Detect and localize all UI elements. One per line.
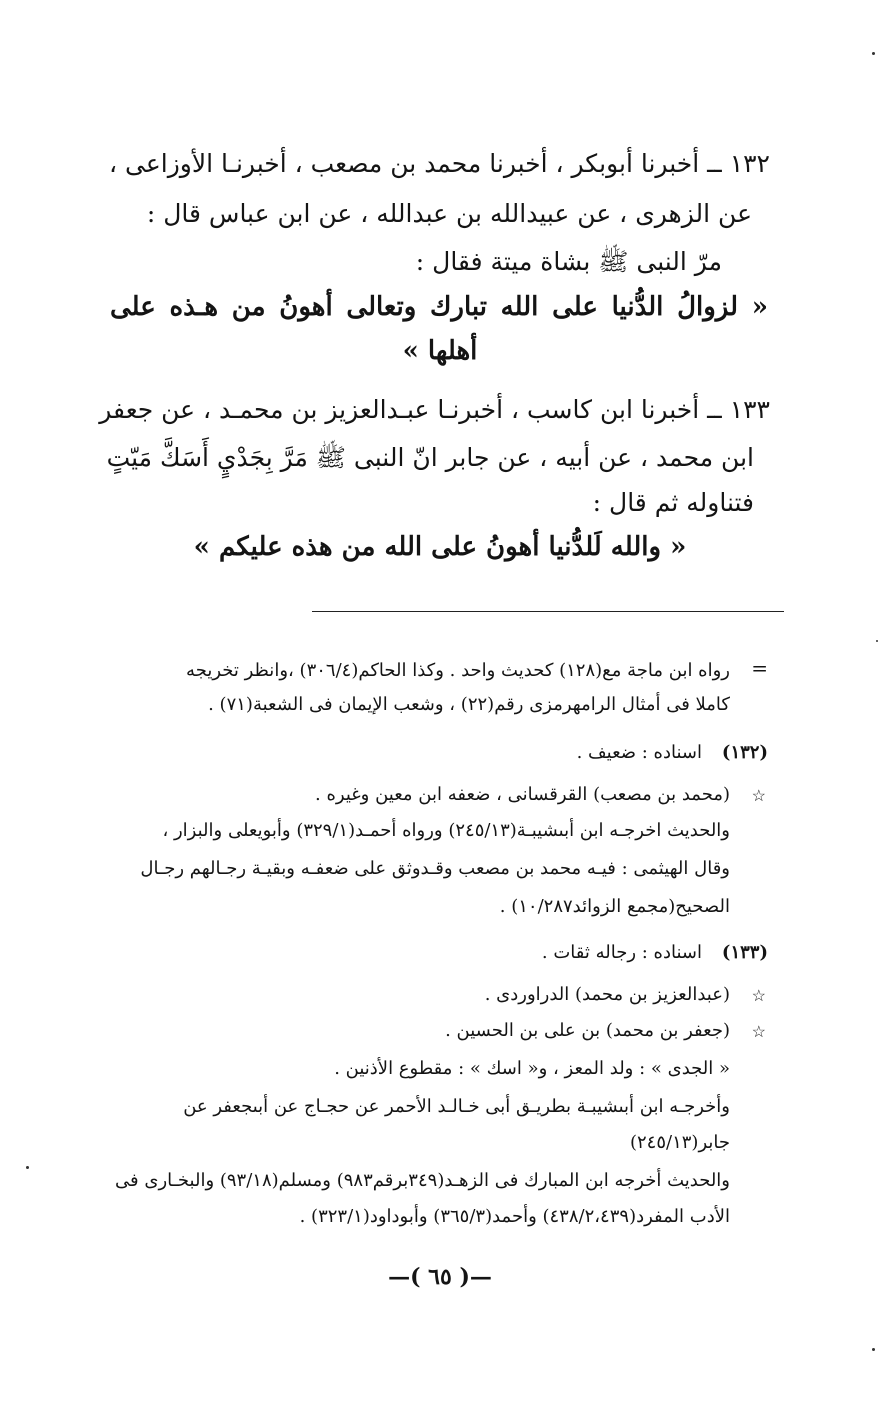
continuation-marker: =	[751, 656, 768, 680]
hadith-132-quote-line-2: أهلها »	[402, 336, 478, 366]
footnote-133-line-3: والحديث أخرجه ابن المبارك فى الزهـد(٣٤٩برقم٩٨٣) ومسلم(٩٣/١٨) والبخـارى فى	[115, 1170, 730, 1191]
footnote-133-gloss: « الجدى » : ولد المعز ، و« اسك » : مقطوع الأذنين .	[334, 1058, 730, 1079]
footnote-continuation-line-2: كاملا فى أمثال الرامهرمزى رقم(٢٢) ، وشعب الإيمان فى الشعبة(٧١) .	[208, 694, 730, 715]
footnote-133-line-1: وأخرجـه ابن أبىشيبـة بطريـق أبى خـالـد الأحمر عن حجـاج عن أبىجعفر عن	[183, 1096, 730, 1117]
star-icon: ☆	[751, 1022, 766, 1041]
footnote-133-line-2: جابر(٢٤٥/١٣)	[629, 1132, 730, 1153]
hadith-133-quote: « والله لَلدُّنيا أهونُ على الله من هذه عليكم »	[193, 532, 687, 562]
hadith-132-line-2: عن الزهرى ، عن عبيدالله بن عبدالله ، عن ابن عباس قال :	[146, 199, 752, 228]
footnote-133-label: (١٣٣)	[721, 942, 768, 963]
footnote-133-line-4: الأدب المفرد(٤٣٨/٢،٤٣٩) وأحمد(٣٦٥/٣) وأبوداود(٣٢٣/١) .	[299, 1206, 730, 1227]
footnote-132-narrator: (محمد بن مصعب) القرقسانى ، ضعفه ابن معين وغيره .	[315, 784, 730, 805]
footnote-133-narrator-2: (جعفر بن محمد) بن على بن الحسين .	[445, 1020, 730, 1041]
scan-speck	[26, 1166, 29, 1169]
star-icon: ☆	[751, 986, 766, 1005]
hadith-133-line-2: ابن محمد ، عن أبيه ، عن جابر انّ النبى ﷺ مَرَّ بِجَدْيٍ أَسَكَّ مَيّتٍ	[106, 443, 754, 472]
hadith-133-line-1: ١٣٣ ــ أخبرنا ابن كاسب ، أخبرنـا عبـدالعزيز بن محمـد ، عن جعفر	[99, 395, 770, 424]
scan-speck	[872, 1348, 875, 1351]
star-icon: ☆	[751, 786, 766, 805]
footnote-132-line-3: الصحيح(مجمع الزوائد١٠/٢٨٧) .	[499, 896, 730, 917]
footnote-132-label: (١٣٢)	[721, 742, 768, 763]
hadith-132-line-3: مرّ النبى ﷺ بشاة ميتة فقال :	[415, 247, 722, 276]
scan-speck	[876, 640, 878, 642]
footnote-132-line-1: والحديث اخرجـه ابن أبىشيبـة(٢٤٥/١٣) ورواه أحمـد(٣٢٩/١) وأبويعلى والبزار ،	[162, 820, 730, 841]
hadith-133-line-3: فتناوله ثم قال :	[592, 488, 754, 517]
footnote-separator	[312, 611, 784, 612]
footnote-132-heading: اسناده : ضعيف .	[576, 742, 702, 763]
scan-speck	[872, 52, 875, 55]
footnote-133-heading: اسناده : رجاله ثقات .	[541, 942, 702, 963]
hadith-132-quote-line-1: « لزوالُ الدُّنيا على الله تبارك وتعالى أهونُ من هـذه على	[110, 292, 768, 322]
hadith-132-line-1: ١٣٢ ــ أخبرنا أبوبكر ، أخبرنا محمد بن مصعب ، أخبرنـا الأوزاعى ،	[109, 149, 770, 178]
footnote-continuation-line-1: رواه ابن ماجة مع(١٢٨) كحديث واحد . وكذا الحاكم(٣٠٦/٤) ،وانظر تخريجه	[186, 660, 730, 681]
page-number: —( ٦٥ )—	[388, 1264, 492, 1290]
footnote-133-narrator-1: (عبدالعزيز بن محمد) الدراوردى .	[484, 984, 730, 1005]
footnote-132-line-2: وقال الهيثمى : فيـه محمد بن مصعب وقـدوثق على ضعفـه وبقيـة رجـالهم رجـال	[140, 858, 730, 879]
